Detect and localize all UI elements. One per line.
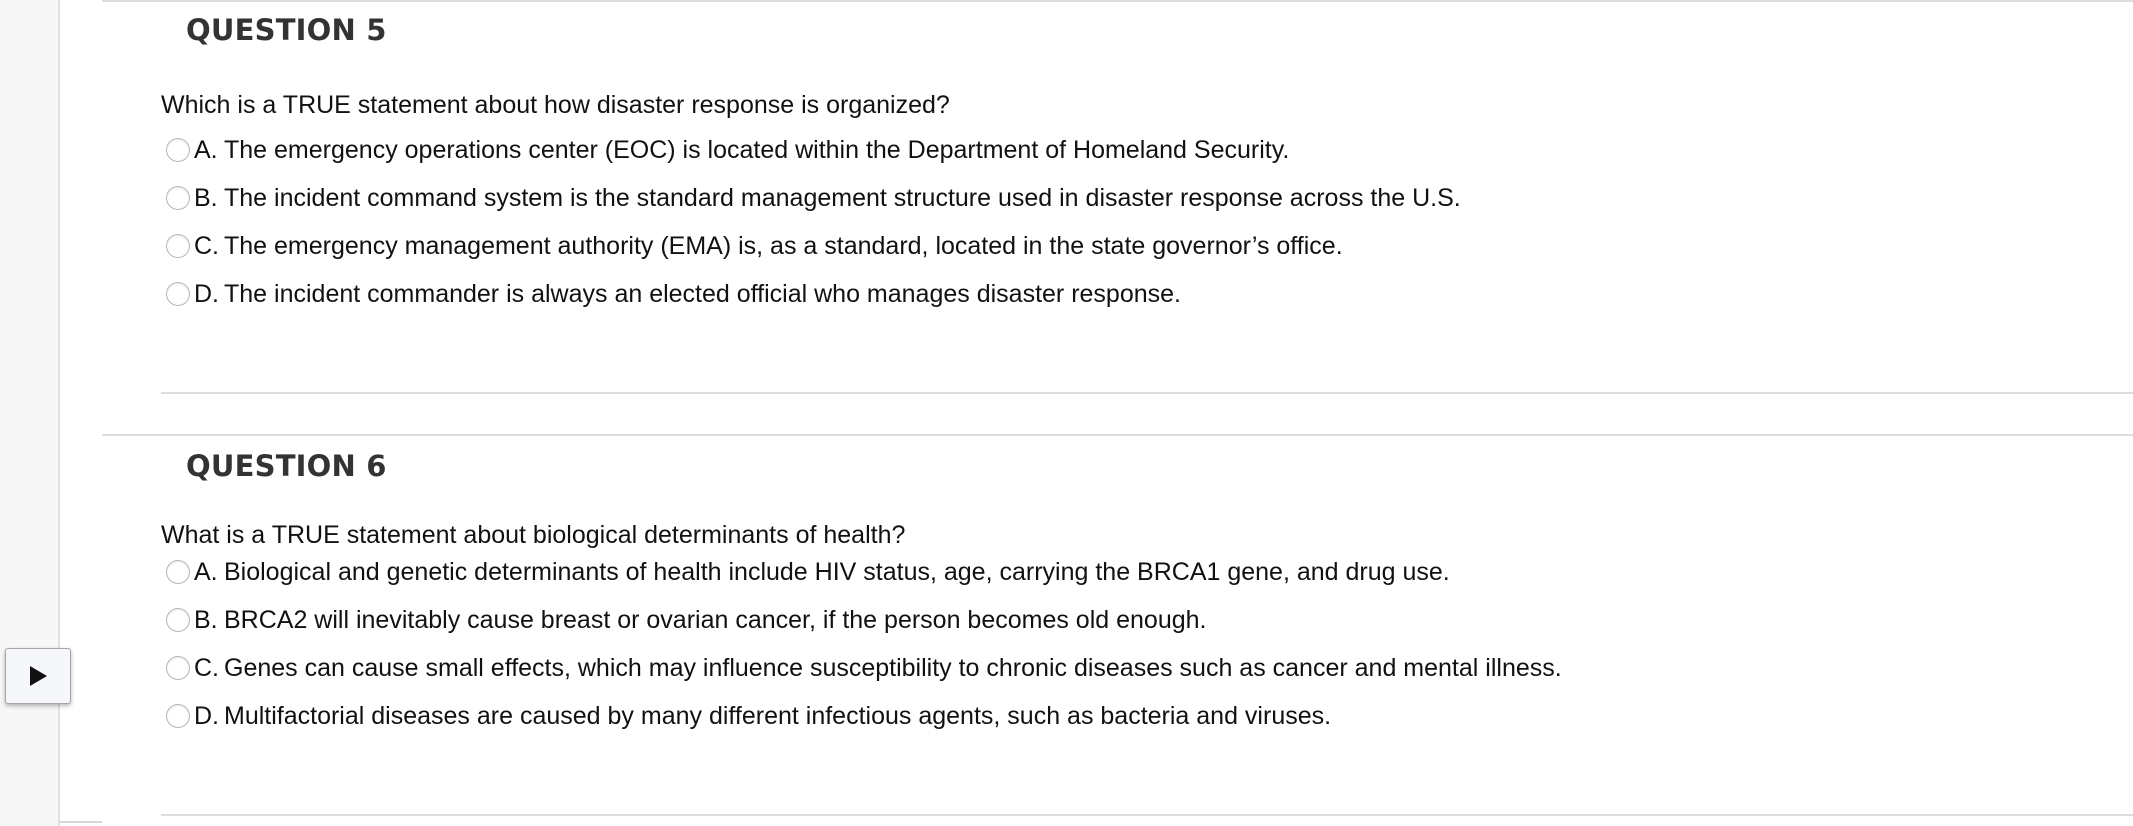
answer-choice-label bbox=[194, 279, 1181, 309]
choice-text: Multifactorial diseases are caused by many different infectious agents, such as bacteria and viruses. bbox=[224, 702, 1332, 730]
question-prompt: Which is a TRUE statement about how disaster response is organized? bbox=[161, 91, 950, 119]
choice-text: The incident commander is always an elected official who manages disaster response. bbox=[224, 280, 1181, 308]
choice-text: BRCA2 will inevitably cause breast or ovarian cancer, if the person becomes old enough. bbox=[224, 606, 1207, 634]
choice-text: The emergency management authority (EMA) is, as a standard, located in the state governor’s office. bbox=[224, 232, 1343, 260]
answer-choice-label bbox=[194, 231, 1343, 261]
radio-button[interactable] bbox=[166, 704, 190, 728]
choice-letter: B. bbox=[194, 184, 218, 212]
question-prompt: What is a TRUE statement about biological determinants of health? bbox=[161, 521, 906, 549]
choice-text: Genes can cause small effects, which may influence susceptibility to chronic diseases such as cancer and mental illness. bbox=[224, 654, 1562, 682]
answer-choice-b[interactable] bbox=[166, 596, 1562, 644]
radio-button[interactable] bbox=[166, 656, 190, 680]
choice-letter: C. bbox=[194, 654, 219, 682]
answer-choices bbox=[166, 126, 1461, 318]
choice-letter: D. bbox=[194, 280, 219, 308]
answer-choice-label bbox=[194, 701, 1331, 731]
play-triangle-icon bbox=[28, 665, 48, 687]
radio-button[interactable] bbox=[166, 282, 190, 306]
answer-choices bbox=[166, 548, 1562, 740]
answer-choice-label bbox=[194, 653, 1562, 683]
radio-button[interactable] bbox=[166, 608, 190, 632]
answer-choice-a[interactable] bbox=[166, 126, 1461, 174]
answer-choice-label bbox=[194, 183, 1461, 213]
divider bbox=[102, 434, 2133, 436]
choice-text: The incident command system is the standard management structure used in disaster response across the U.S. bbox=[224, 184, 1461, 212]
question-block-6 bbox=[102, 434, 2133, 826]
answer-choice-c[interactable] bbox=[166, 644, 1562, 692]
choice-letter: C. bbox=[194, 232, 219, 260]
answer-choice-b[interactable] bbox=[166, 174, 1461, 222]
answer-choice-label bbox=[194, 135, 1289, 165]
divider bbox=[161, 392, 2133, 394]
choice-letter: A. bbox=[194, 558, 218, 586]
radio-button[interactable] bbox=[166, 186, 190, 210]
radio-button[interactable] bbox=[166, 138, 190, 162]
choice-letter: A. bbox=[194, 136, 218, 164]
question-title: QUESTION 5 bbox=[186, 13, 387, 47]
question-title: QUESTION 6 bbox=[186, 449, 387, 483]
choice-text: The emergency operations center (EOC) is located within the Department of Homeland Security. bbox=[224, 136, 1290, 164]
radio-button[interactable] bbox=[166, 560, 190, 584]
choice-letter: B. bbox=[194, 606, 218, 634]
answer-choice-c[interactable] bbox=[166, 222, 1461, 270]
answer-choice-d[interactable] bbox=[166, 270, 1461, 318]
choice-text: Biological and genetic determinants of health include HIV status, age, carrying the BRCA1 gene, and drug use. bbox=[224, 558, 1450, 586]
radio-button[interactable] bbox=[166, 234, 190, 258]
answer-choice-label bbox=[194, 605, 1206, 635]
side-panel-toggle-button[interactable] bbox=[5, 648, 71, 704]
divider bbox=[102, 0, 2133, 2]
choice-letter: D. bbox=[194, 702, 219, 730]
divider bbox=[161, 814, 2133, 816]
question-block-5 bbox=[102, 0, 2133, 436]
divider bbox=[60, 821, 102, 823]
answer-choice-d[interactable] bbox=[166, 692, 1562, 740]
answer-choice-a[interactable] bbox=[166, 548, 1562, 596]
answer-choice-label bbox=[194, 557, 1450, 587]
